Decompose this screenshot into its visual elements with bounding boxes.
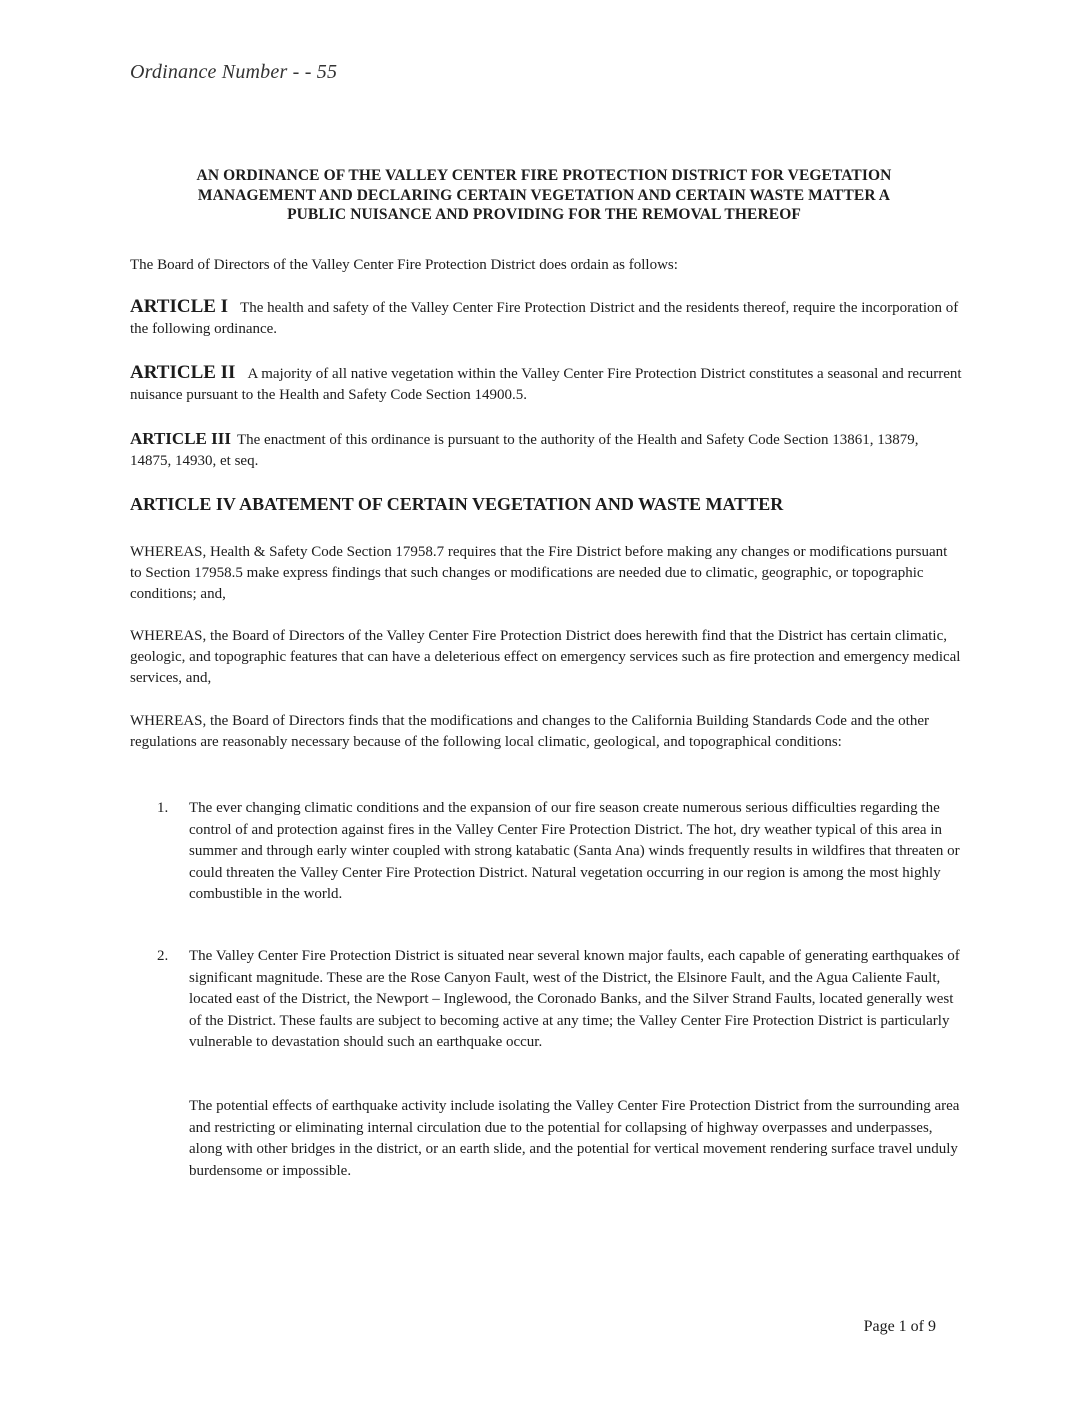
title-line-1: AN ORDINANCE OF THE VALLEY CENTER FIRE PROTECTION DISTRICT FOR VEGETATION [196,167,892,184]
list-item-1-number: 1. [157,800,169,816]
list-item-2-paragraph-2: The potential effects of earthquake activity include isolating the Valley Center Fire Protection District from the surrounding area and restricting or eliminating internal circulation due to the potential for collapsing of highway overpasses and underpasses, along with other bridges in the district, or an earth slide, and the potential for vertical movement rendering surface travel unduly burdensome or impossible. [189,1098,960,1179]
list-item-1-text: The ever changing climatic conditions and the expansion of our fire season create numerous serious difficulties regarding the control of and protection against fires in the Valley Center Fire Protection District. The hot, dry weather typical of this area in summer and through early winter coupled with strong katabatic (Santa Ana) winds frequently results in wildfires that threaten or could threaten the Valley Center Fire Protection District. Natural vegetation occurring in our region is among the most highly combustible in the world. [189,800,960,902]
list-item-2-number: 2. [157,948,169,964]
article-4-heading: ARTICLE IV ABATEMENT OF CERTAIN VEGETATION AND WASTE MATTER [130,494,784,514]
article-3 [130,428,962,472]
page-number: Page 1 of 9 [863,1318,936,1335]
article-2-label: ARTICLE II [130,362,236,383]
article-2-text: A majority of all native vegetation within the Valley Center Fire Protection District constitutes a seasonal and recurrent nuisance pursuant to the Health and Safety Code Section 14900.5. [130,366,962,403]
title-line-3: PUBLIC NUISANCE AND PROVIDING FOR THE REMOVAL THEREOF [287,206,801,223]
article-2 [130,362,962,406]
title-line-2: MANAGEMENT AND DECLARING CERTAIN VEGETATION AND CERTAIN WASTE MATTER A [197,186,891,204]
article-1 [130,296,962,340]
ordinance-number: Ordinance Number - - 55 [130,61,338,83]
whereas-1: WHEREAS, Health & Safety Code Section 17958.7 requires that the Fire District before making any changes or modifications pursuant to Section 17958.5 make express findings that such changes or modifications are needed due to climatic, geographic, or topographic conditions; and, [130,544,948,602]
whereas-3: WHEREAS, the Board of Directors finds that the modifications and changes to the California Building Standards Code and the other regulations are reasonably necessary because of the following local climatic, geological, and topographical conditions: [130,713,929,750]
article-1-label: ARTICLE I [130,296,229,317]
intro-paragraph: The Board of Directors of the Valley Center Fire Protection District does ordain as follows: [130,257,678,273]
article-3-label: ARTICLE III [130,429,231,448]
ordinance-title [120,166,968,225]
whereas-2: WHEREAS, the Board of Directors of the Valley Center Fire Protection District does herewith find that the District has certain climatic, geologic, and topographic features that can have a deleterious effect on emergency services such as fire protection and emergency medical services, and, [130,628,961,686]
article-1-text: The health and safety of the Valley Center Fire Protection District and the residents thereof, require the incorporation of the following ordinance. [130,300,959,337]
article-3-text: The enactment of this ordinance is pursuant to the authority of the Health and Safety Code Section 13861, 13879, 14875, 14930, et seq. [130,432,919,469]
list-item-2-text: The Valley Center Fire Protection District is situated near several known major faults, each capable of generating earthquakes of significant magnitude. These are the Rose Canyon Fault, west of the District, the Elsinore Fault, and the Agua Caliente Fault, located east of the District, the Newport – Inglewood, the Coronado Banks, and the Silver Strand Faults, located generally west of the District. These faults are subject to becoming active at any time; the Valley Center Fire Protection District is particularly vulnerable to devastation should such an earthquake occur. [189,948,960,1050]
